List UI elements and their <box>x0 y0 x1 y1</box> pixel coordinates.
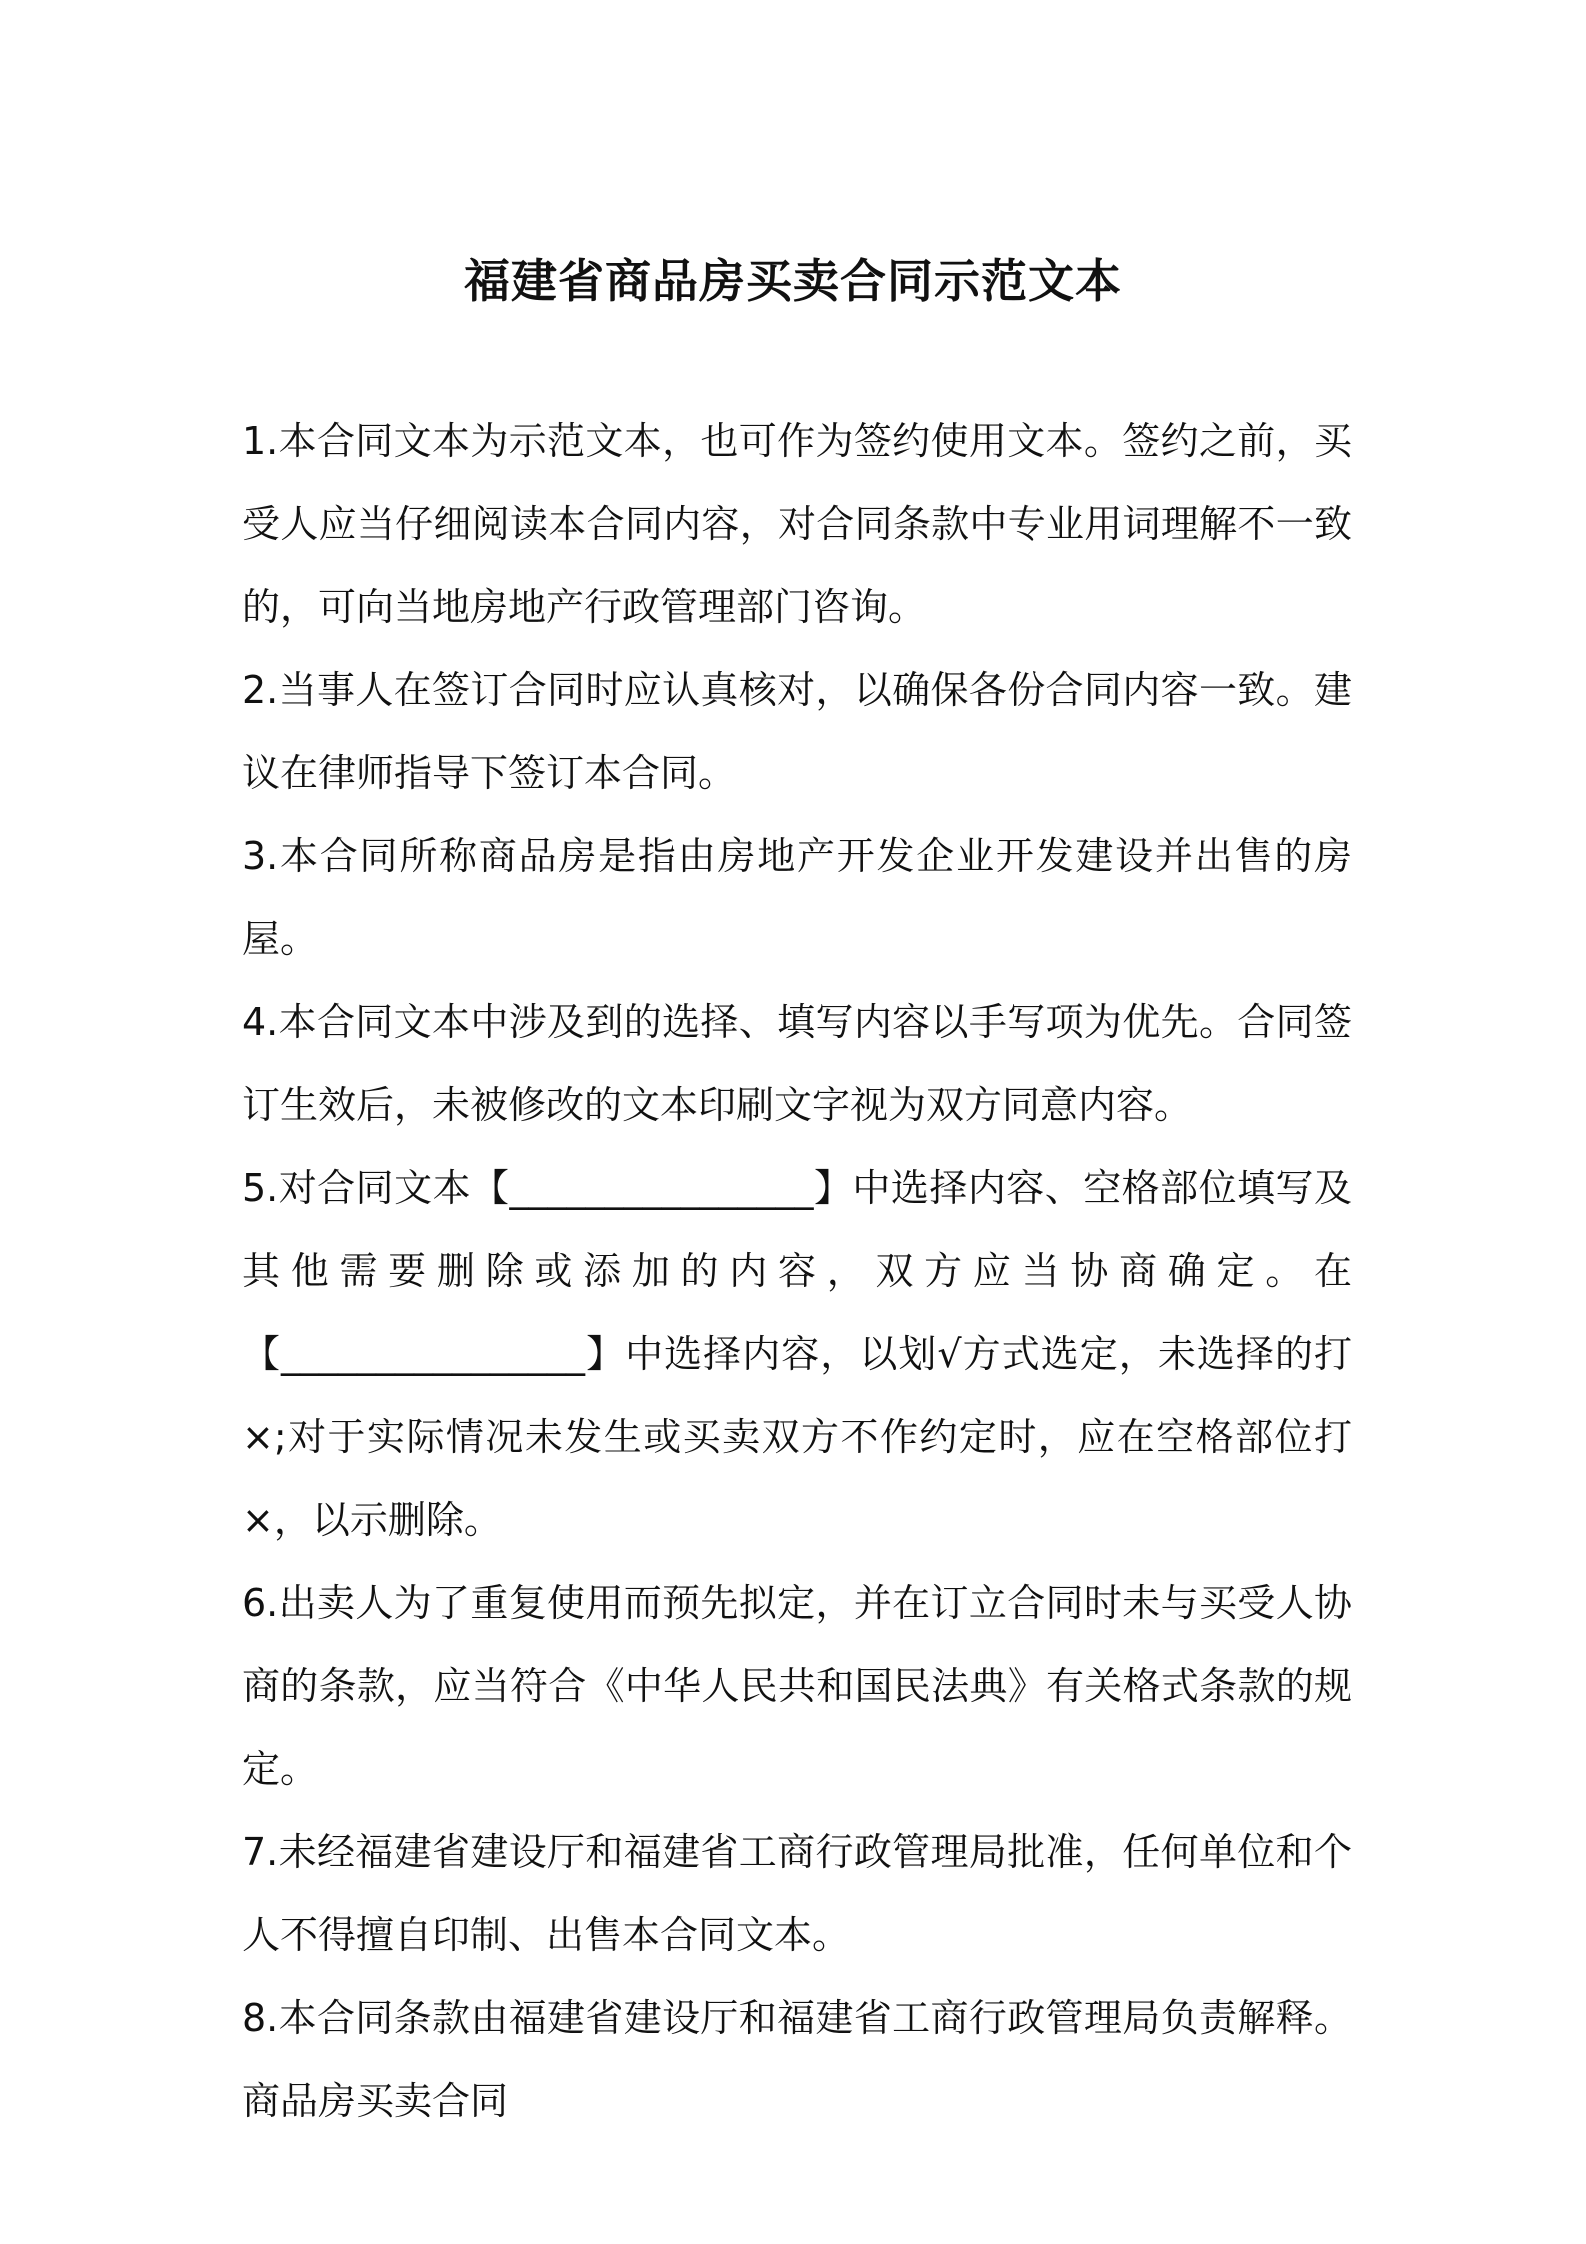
paragraph-8: 8.本合同条款由福建省建设厅和福建省工商行政管理局负责解释。商品房买卖合同 <box>242 1996 1352 2123</box>
document-title: 福建省商品房买卖合同示范文本 <box>464 253 1122 308</box>
paragraph-3: 3.本合同所称商品房是指由房地产开发企业开发建设并出售的房屋。 <box>242 834 1352 961</box>
paragraph-6: 6.出卖人为了重复使用而预先拟定，并在订立合同时未与买受人协商的条款，应当符合《中华人民共和国民法典》有关格式条款的规定。 <box>242 1581 1352 1791</box>
document-body <box>242 400 1352 2143</box>
paragraph-4: 4.本合同文本中涉及到的选择、填写内容以手写项为优先。合同签订生效后，未被修改的文本印刷文字视为双方同意内容。 <box>242 1000 1352 1127</box>
paragraph-7: 7.未经福建省建设厅和福建省工商行政管理局批准，任何单位和个人不得擅自印制、出售本合同文本。 <box>242 1830 1352 1957</box>
paragraph-5: 5.对合同文本【________________】中选择内容、空格部位填写及其他需要删除或添加的内容，双方应当协商确定。在【________________】中选择内容，以划√方式选定，未选择的打×;对于实际情况未发生或买卖双方不作约定时，应在空格部位打×，以示删除。 <box>242 1166 1352 1542</box>
paragraph-1: 1.本合同文本为示范文本，也可作为签约使用文本。签约之前，买受人应当仔细阅读本合同内容，对合同条款中专业用词理解不一致的，可向当地房地产行政管理部门咨询。 <box>242 419 1352 629</box>
paragraph-2: 2.当事人在签订合同时应认真核对，以确保各份合同内容一致。建议在律师指导下签订本合同。 <box>242 668 1352 795</box>
